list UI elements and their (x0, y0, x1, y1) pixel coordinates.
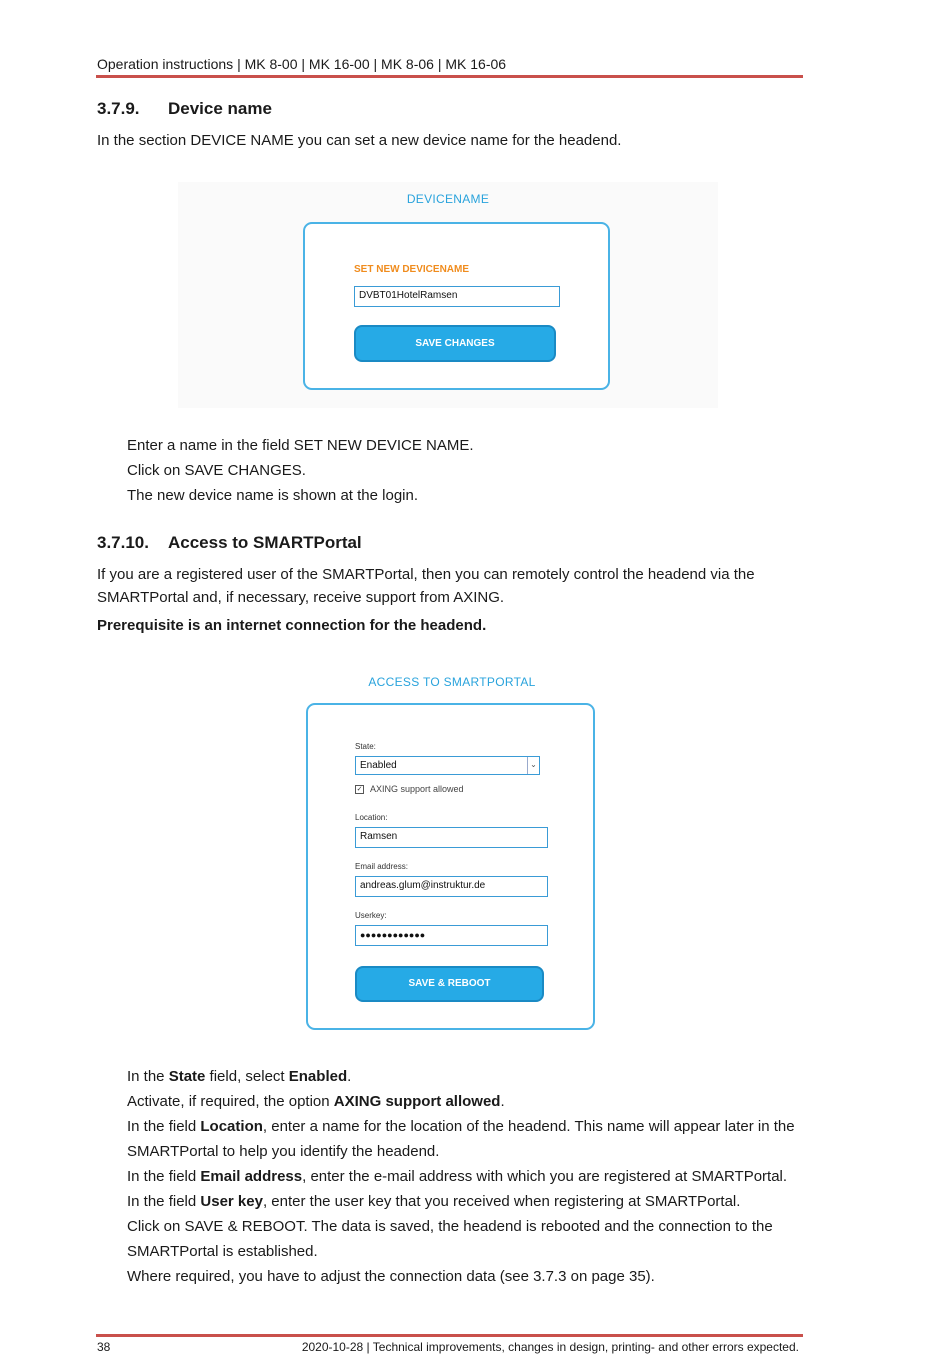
location-label: Location: (355, 813, 388, 822)
prerequisite-note: Prerequisite is an internet connection for the headend. (97, 617, 487, 634)
email-label: Email address: (355, 862, 408, 871)
device-name-steps (127, 433, 827, 508)
section-title: Access to SMARTPortal (168, 533, 362, 552)
state-label: State: (355, 742, 376, 751)
chevron-down-icon: ⌄ (527, 757, 539, 774)
smartportal-panel-title: ACCESS TO SMARTPORTAL (368, 675, 536, 689)
list-item: In the field User key, enter the user key that you received when registering at SMARTPortal. (127, 1193, 741, 1210)
list-item: In the State field, select Enabled. (127, 1068, 352, 1085)
location-input[interactable]: Ramsen (355, 827, 548, 848)
state-select[interactable] (355, 756, 540, 775)
section-intro: In the section DEVICE NAME you can set a new device name for the headend. (97, 132, 622, 149)
save-changes-button[interactable]: SAVE CHANGES (354, 325, 556, 362)
axing-support-checkbox[interactable]: ✓ (356, 786, 363, 793)
smartportal-screenshot (297, 668, 607, 1038)
list-item: In the field Email address, enter the e-mail address with which you are registered at SMARTPortal. (127, 1168, 788, 1185)
list-item: Click on SAVE CHANGES. (127, 462, 306, 479)
axing-support-label: AXING support allowed (370, 784, 464, 794)
running-header: Operation instructions | MK 8-00 | MK 16-00 | MK 8-06 | MK 16-06 (97, 56, 507, 72)
save-reboot-button[interactable]: SAVE & REBOOT (355, 966, 544, 1002)
list-item: Where required, you have to adjust the connection data (see 3.7.3 on page 35). (127, 1268, 655, 1285)
section-heading-smartportal (97, 533, 362, 553)
list-item: The new device name is shown at the login. (127, 487, 418, 504)
devicename-panel-title: DEVICENAME (406, 192, 490, 206)
smartportal-steps (127, 1064, 827, 1289)
section-number: 3.7.9. (97, 99, 140, 118)
state-value: Enabled (360, 760, 397, 771)
list-item: Activate, if required, the option AXING support allowed. (127, 1093, 505, 1110)
devicename-card (303, 222, 610, 390)
userkey-label: Userkey: (355, 911, 387, 920)
list-item: Click on SAVE & REBOOT. The data is saved, the headend is rebooted and the connection to the SMARTPortal is established. (127, 1218, 773, 1260)
smartportal-card (306, 703, 595, 1030)
userkey-input[interactable]: ●●●●●●●●●●●● (355, 925, 548, 946)
section-intro: If you are a registered user of the SMARTPortal, then you can remotely control the headend via the SMARTPortal and, if necessary, receive support from AXING. (97, 566, 755, 606)
page-number: 38 (97, 1340, 111, 1354)
section-number: 3.7.10. (97, 533, 149, 552)
set-devicename-label: SET NEW DEVICENAME (354, 264, 470, 275)
section-title: Device name (168, 99, 272, 118)
footer-disclaimer: 2020-10-28 | Technical improvements, changes in design, printing- and other errors expected. (301, 1340, 799, 1354)
header-rule (96, 75, 803, 78)
footer-rule (96, 1334, 803, 1337)
devicename-screenshot (178, 182, 718, 408)
section-heading-device-name (97, 99, 272, 119)
list-item: Enter a name in the field SET NEW DEVICE NAME. (127, 437, 474, 454)
email-input[interactable]: andreas.glum@instruktur.de (355, 876, 548, 897)
devicename-input[interactable]: DVBT01HotelRamsen (354, 286, 560, 307)
list-item: In the field Location, enter a name for the location of the headend. This name will appear later in the SMARTPortal to help you identify the headend. (127, 1118, 795, 1160)
